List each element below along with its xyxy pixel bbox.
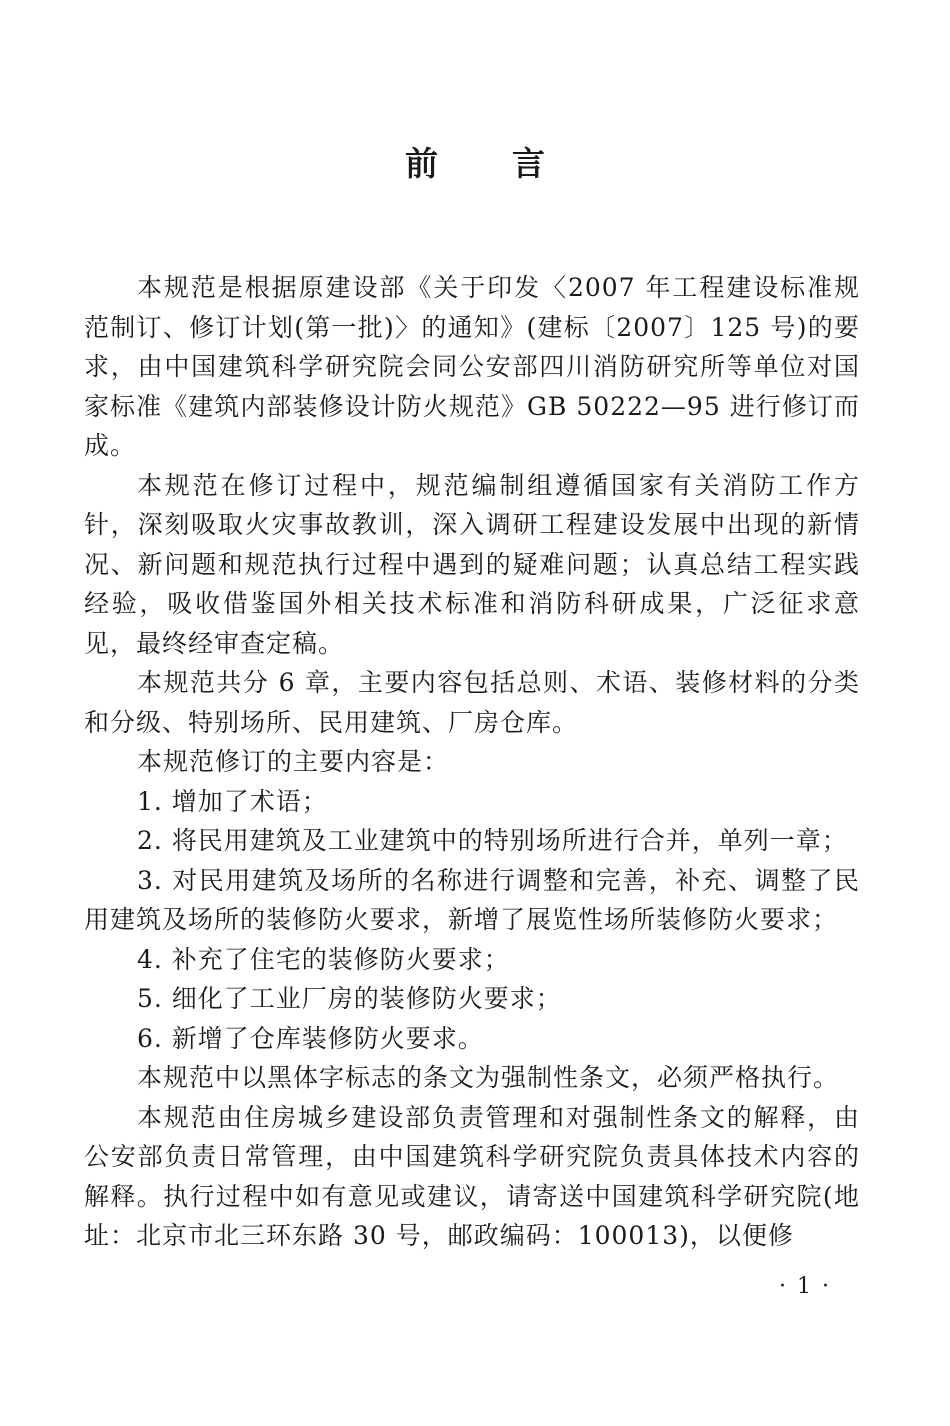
- paragraph-intro: 本规范是根据原建设部《关于印发〈2007 年工程建设标准规范制订、修订计划(第一批)〉的通知》(建标〔2007〕125 号)的要求，由中国建筑科学研究院会同公安部四川消防研究所等单位对国家标准《建筑内部装修设计防火规范》GB 50222—95 进行修订而成。: [84, 273, 860, 460]
- paragraph-management: 本规范由住房城乡建设部负责管理和对强制性条文的解释，由公安部负责日常管理，由中国建筑科学研究院负责具体技术内容的解释。执行过程中如有意见或建议，请寄送中国建筑科学研究院(地址：北京市北三环东路 30 号，邮政编码：100013)，以便修: [84, 1102, 860, 1250]
- list-item-5: 5. 细化了工业厂房的装修防火要求；: [137, 984, 562, 1013]
- document-body: [84, 268, 860, 1256]
- paragraph-mandatory-clauses: 本规范中以黑体字标志的条文为强制性条文，必须严格执行。: [137, 1063, 840, 1092]
- page-number: · 1 ·: [779, 1274, 831, 1299]
- paragraph-revision-process: 本规范在修订过程中，规范编制组遵循国家有关消防工作方针，深刻吸取火灾事故教训，深入调研工程建设发展中出现的新情况、新问题和规范执行过程中遇到的疑难问题；认真总结工程实践经验，吸收借鉴国外相关技术标准和消防科研成果，广泛征求意见，最终经审查定稿。: [84, 470, 860, 658]
- list-item-3: 3. 对民用建筑及场所的名称进行调整和完善，补充、调整了民用建筑及场所的装修防火要求，新增了展览性场所装修防火要求；: [84, 865, 860, 934]
- list-item-1: 1. 增加了术语；: [137, 786, 328, 816]
- list-item-4: 4. 补充了住宅的装修防火要求；: [137, 944, 510, 974]
- paragraph-chapters: 本规范共分 6 章，主要内容包括总则、术语、装修材料的分类和分级、特别场所、民用建筑、厂房仓库。: [84, 668, 860, 737]
- list-item-6: 6. 新增了仓库装修防火要求。: [137, 1023, 484, 1053]
- paragraph-main-contents-intro: 本规范修订的主要内容是：: [137, 747, 450, 776]
- list-item-2: 2. 将民用建筑及工业建筑中的特别场所进行合并，单列一章；: [137, 826, 848, 855]
- page-title: 前言: [405, 144, 619, 183]
